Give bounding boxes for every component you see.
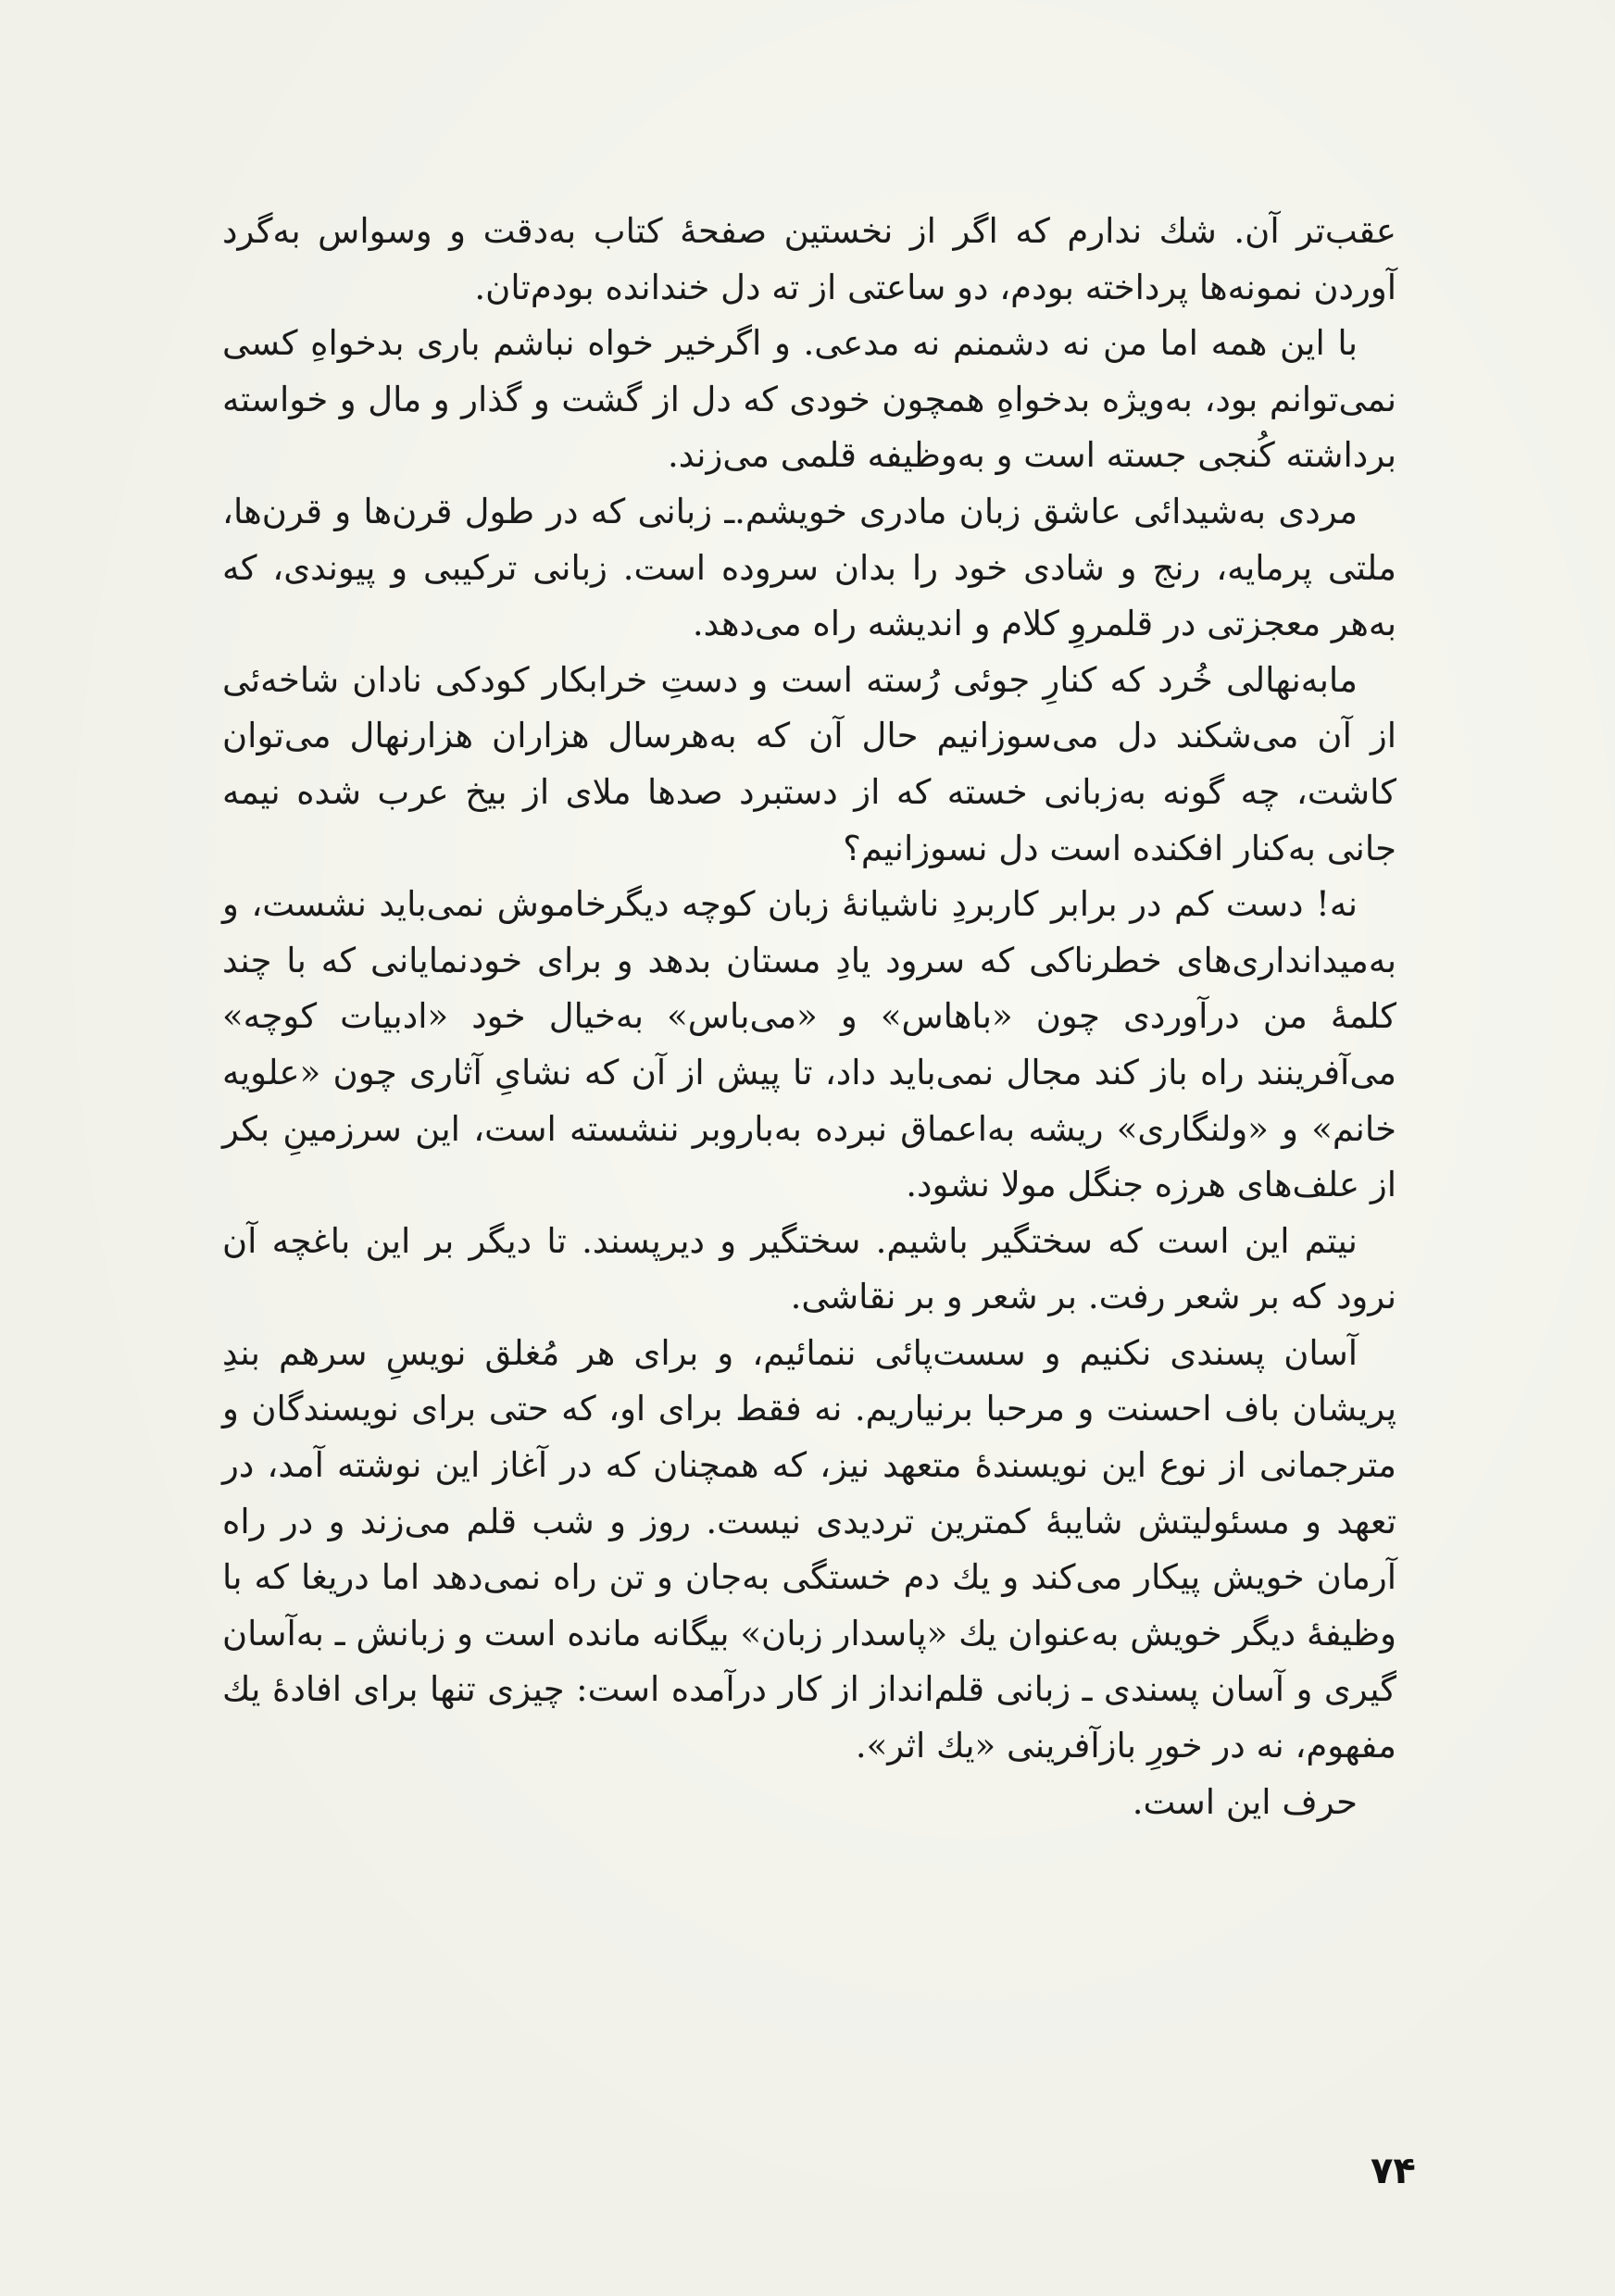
paragraph-5: نه! دست کم در برابر کاربردِ ناشیانهٔ زبان کوچه دیگرخاموش نمی‌باید نشست، و به‌میدانداری‌های خطرناکی که سرود یادِ مستان بدهد و برای خودنمایانی که با چند کلمهٔ من درآوردی چون «باهاس» و «می‌باس» به‌خیال خود «ادبیات کوچه» می‌آفرینند راه باز کند مجال نمی‌باید داد، تا پیش از آن که نشایِ آثاری چون «علویه خانم» و «ولنگاری» ریشه به‌اعماق نبرده به‌باروبر ننشسته است، این سرزمینِ بکر از علف‌های هرزه جنگل مولا نشود. (222, 884, 1396, 1205)
paragraph-8: حرف این است. (1132, 1781, 1358, 1822)
paragraph-4: مابه‌نهالی خُرد که کنارِ جوئی رُسته است و دستِ خرابکار کودکی نادان شاخه‌ئی از آن می‌شکند دل می‌سوزانیم حال آن که به‌هرسال هزاران هزارنهال می‌توان کاشت، چه گونه به‌زبانی خسته که از دستبرد صدها ملای از بیخ عرب شده نیمه جانی به‌کنار افکنده است دل نسوزانیم؟ (222, 659, 1396, 868)
paragraph-3: مردی به‌شیدائی عاشق زبان مادری خویشم.ـ زبانی که در طول قرن‌ها و قرن‌ها، ملتی پرمایه، رنج و شادی خود را بدان سروده است. زبانی ترکیبی و پیوندی، که به‌هر معجزتی در قلمروِ کلام و اندیشه راه می‌دهد. (222, 491, 1396, 644)
paragraph-2: با این همه اما من نه دشمنم نه مدعی. و اگرخیر خواه نباشم باری بدخواهِ کسی نمی‌توانم بود، به‌ویژه بدخواهِ همچون خودی که دل از گشت و گذار و مال و خواسته برداشته کُنجی جسته است و به‌وظیفه قلمی می‌زند. (222, 323, 1396, 476)
paragraph-7: آسان پسندی نکنیم و سست‌پائی ننمائیم، و برای هر مُغلق نویسِ سرهم بندِ پریشان باف احسنت و مرحبا برنیاریم. نه فقط برای او، که حتی برای نویسندگان و مترجمانی از نوع این نویسندهٔ متعهد نیز، که همچنان که در آغاز این نوشته آمد، در تعهد و مسئولیتش شایبهٔ کمترین تردیدی نیست. روز و شب قلم می‌زند و در راه آرمان خویش پیکار می‌کند و یك دم خستگی به‌جان و تن راه نمی‌دهد اما دریغا که با وظیفهٔ دیگر خویش به‌عنوان یك «پاسدار زبان» بیگانه مانده است و زبانش ـ به‌آسان گیری و آسان پسندی ـ زبانی قلم‌انداز از کار درآمده است: چیزی تنها برای افادهٔ یك مفهوم، نه در خورِ بازآفرینی «یك اثر». (222, 1332, 1396, 1766)
body-text (222, 204, 1396, 1830)
page-number: ۷۴ (1371, 2150, 1416, 2192)
paragraph-1: عقب‌تر آن. شك ندارم که اگر از نخستین صفحهٔ کتاب به‌دقت و وسواس به‌گرد آوردن نمونه‌ها پرداخته بودم، دو ساعتی از ته دل خندانده بودم‌تان. (222, 211, 1396, 307)
paragraph-6: نیتم این است که سختگیر باشیم. سختگیر و دیرپسند. تا دیگر بر این باغچه آن نرود که بر شعر رفت. بر شعر و بر نقاشی. (222, 1220, 1396, 1317)
